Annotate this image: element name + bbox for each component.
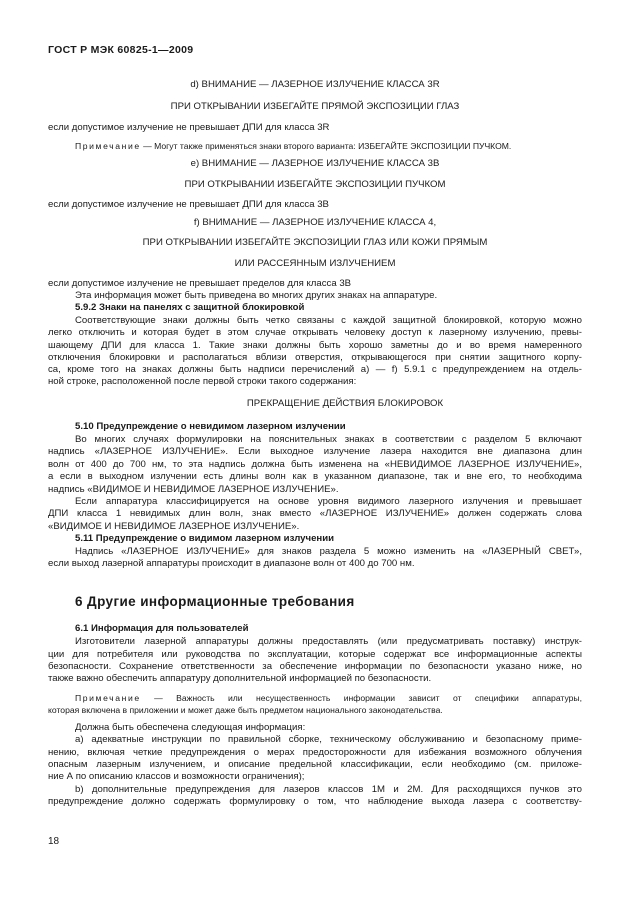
paragraph-line: волн от 400 до 700 нм, то эта надпись должна быть изменена на «НЕВИДИМОЕ ЛАЗЕРНОЕ ИЗЛУЧЕНИЕ», bbox=[48, 459, 582, 470]
paragraph-line: надпись «ВИДИМОЕ И НЕВИДИМОЕ ЛАЗЕРНОЕ ИЗЛУЧЕНИЕ». bbox=[48, 484, 339, 495]
section-heading-5-11: 5.11 Предупреждение о видимом лазерном излучении bbox=[75, 533, 335, 544]
paragraph-line: легко отключить и которая будет в этом случае открывать человеку доступ к лазерному излучению, превы- bbox=[48, 327, 582, 338]
paragraph-line: Если аппаратура классифицируется на основе уровня видимого лазерного излучения и превышает bbox=[75, 496, 582, 507]
note-text: — Важность или несущественность информации зависит от специфики аппаратуры, bbox=[140, 693, 582, 703]
paragraph-line: ной строке, расположенной после первой строки такого содержания: bbox=[48, 376, 357, 387]
list-item-b: b) дополнительные предупреждения для лазеров классов 1М и 2М. Для расходящихся пучков это bbox=[75, 784, 582, 795]
paragraph-line: «ВИДИМОЕ И НЕВИДИМОЕ ЛАЗЕРНОЕ ИЗЛУЧЕНИЕ». bbox=[48, 521, 300, 532]
paragraph-line: шающему ДПИ для класса 1. Такие знаки должны быть хорошо заметны до и во время намеренного bbox=[48, 340, 582, 351]
paragraph-line: если выход лазерной аппаратуры происходит в диапазоне волн от 400 до 700 нм. bbox=[48, 558, 415, 569]
section-heading-5-9-2: 5.9.2 Знаки на панелях с защитной блокировкой bbox=[75, 302, 305, 313]
paragraph-line: надпись «ЛАЗЕРНОЕ ИЗЛУЧЕНИЕ». Если выходное излучение лазера находится вне диапазона длин bbox=[48, 446, 582, 457]
warning-3r-line1: d) ВНИМАНИЕ — ЛАЗЕРНОЕ ИЗЛУЧЕНИЕ КЛАССА 3R bbox=[190, 79, 440, 90]
section-heading-6: 6 Другие информационные требования bbox=[75, 594, 355, 609]
paragraph-line: Надпись «ЛАЗЕРНОЕ ИЗЛУЧЕНИЕ» для знаков раздела 5 можно изменить на «ЛАЗЕРНЫЙ СВЕТ», bbox=[75, 546, 582, 557]
interlock-warning-text: ПРЕКРАЩЕНИЕ ДЕЙСТВИЯ БЛОКИРОВОК bbox=[246, 398, 444, 409]
note-3r bbox=[75, 140, 511, 152]
condition-3b: если допустимое излучение не превышает ДПИ для класса 3B bbox=[48, 199, 329, 210]
paragraph-line: са, кроме того на знаках должны быть надписи перечислений а) — f) 5.9.1 с предупреждением на отдель- bbox=[48, 364, 582, 375]
note-text: — Могут также применяться знаки второго варианта: ИЗБЕГАЙТЕ ЭКСПОЗИЦИИ ПУЧКОМ. bbox=[140, 141, 512, 151]
warning-4-line3: ИЛИ РАССЕЯННЫМ ИЗЛУЧЕНИЕМ bbox=[234, 258, 396, 269]
list-item-a: а) адекватные инструкции по правильной сборке, техническому обслуживанию и безопасному приме- bbox=[75, 734, 582, 745]
paragraph-line: предупреждение должно содержать формулировку о том, что наблюдение выхода лазера с соответству- bbox=[48, 796, 582, 807]
note-label: Примечание bbox=[75, 141, 141, 151]
paragraph-line: Изготовители лазерной аппаратуры должны предоставлять (или предусматривать поставку) инструк- bbox=[75, 636, 582, 647]
section-heading-5-10: 5.10 Предупреждение о невидимом лазерном излучении bbox=[75, 421, 346, 432]
warning-4-line1: f) ВНИМАНИЕ — ЛАЗЕРНОЕ ИЗЛУЧЕНИЕ КЛАССА 4, bbox=[193, 217, 437, 228]
paragraph-line: Должна быть обеспечена следующая информация: bbox=[75, 722, 306, 733]
warning-3r-line2: ПРИ ОТКРЫВАНИИ ИЗБЕГАЙТЕ ПРЯМОЙ ЭКСПОЗИЦИИ ГЛАЗ bbox=[170, 101, 460, 112]
note-6-1-line2: которая включена в приложении и может даже быть предметом национального законодательства. bbox=[48, 705, 443, 715]
condition-3r: если допустимое излучение не превышает ДПИ для класса 3R bbox=[48, 122, 330, 133]
paragraph-line: ние А по описанию классов и возможности ограничения); bbox=[48, 771, 305, 782]
note-6-1 bbox=[75, 692, 582, 704]
condition-4: если допустимое излучение не превышает пределов для класса 3B bbox=[48, 278, 352, 289]
paragraph-line: Во многих случаях формулировки на пояснительных знаках в соответствии с разделом 5 включают bbox=[75, 434, 582, 445]
section-heading-6-1: 6.1 Информация для пользователей bbox=[75, 623, 249, 634]
paragraph-line: безопасности. Сохранение ответственности за обеспечение информации по безопасности указано ниже, но bbox=[48, 661, 582, 672]
paragraph-line: Соответствующие знаки должны быть четко связаны с каждой защитной блокировкой, которую можно bbox=[75, 315, 582, 326]
paragraph-line: ции для потребителя или руководства по эксплуатации, которые содержат все информационные аспекты bbox=[48, 649, 582, 660]
paragraph-line: а если в выходном излучении есть длины волн как в указанном диапазоне, так и вне его, то необходима bbox=[48, 471, 582, 482]
paragraph-line: Эта информация может быть приведена во многих других знаках на аппаратуре. bbox=[75, 290, 438, 301]
paragraph-line: отключения блокировки и располагаться вблизи отверстия, открывающегося при снятии защитного корпу- bbox=[48, 352, 582, 363]
paragraph-line: также важно обеспечить аппаратуру дополнительной информацией по безопасности. bbox=[48, 673, 432, 684]
document-header: ГОСТ Р МЭК 60825-1—2009 bbox=[48, 44, 194, 56]
paragraph-line: нению, включая четкие предупреждения о мерах предосторожности для избежания возможного облучения bbox=[48, 747, 582, 758]
warning-4-line2: ПРИ ОТКРЫВАНИИ ИЗБЕГАЙТЕ ЭКСПОЗИЦИИ ГЛАЗ ИЛИ КОЖИ ПРЯМЫМ bbox=[142, 237, 488, 248]
warning-3b-line1: e) ВНИМАНИЕ — ЛАЗЕРНОЕ ИЗЛУЧЕНИЕ КЛАССА 3B bbox=[190, 158, 440, 169]
paragraph-line: опасным лазерным излучением, и описание предельной классификации, если необходимо (см. приложе- bbox=[48, 759, 582, 770]
paragraph-line: ДПИ класса 1 невидимых длин волн, знак вместо «ЛАЗЕРНОЕ ИЗЛУЧЕНИЕ» должен содержать слова bbox=[48, 508, 582, 519]
warning-3b-line2: ПРИ ОТКРЫВАНИИ ИЗБЕГАЙТЕ ЭКСПОЗИЦИИ ПУЧКОМ bbox=[184, 179, 446, 190]
note-label: Примечание bbox=[75, 693, 141, 703]
page-number: 18 bbox=[48, 836, 60, 847]
